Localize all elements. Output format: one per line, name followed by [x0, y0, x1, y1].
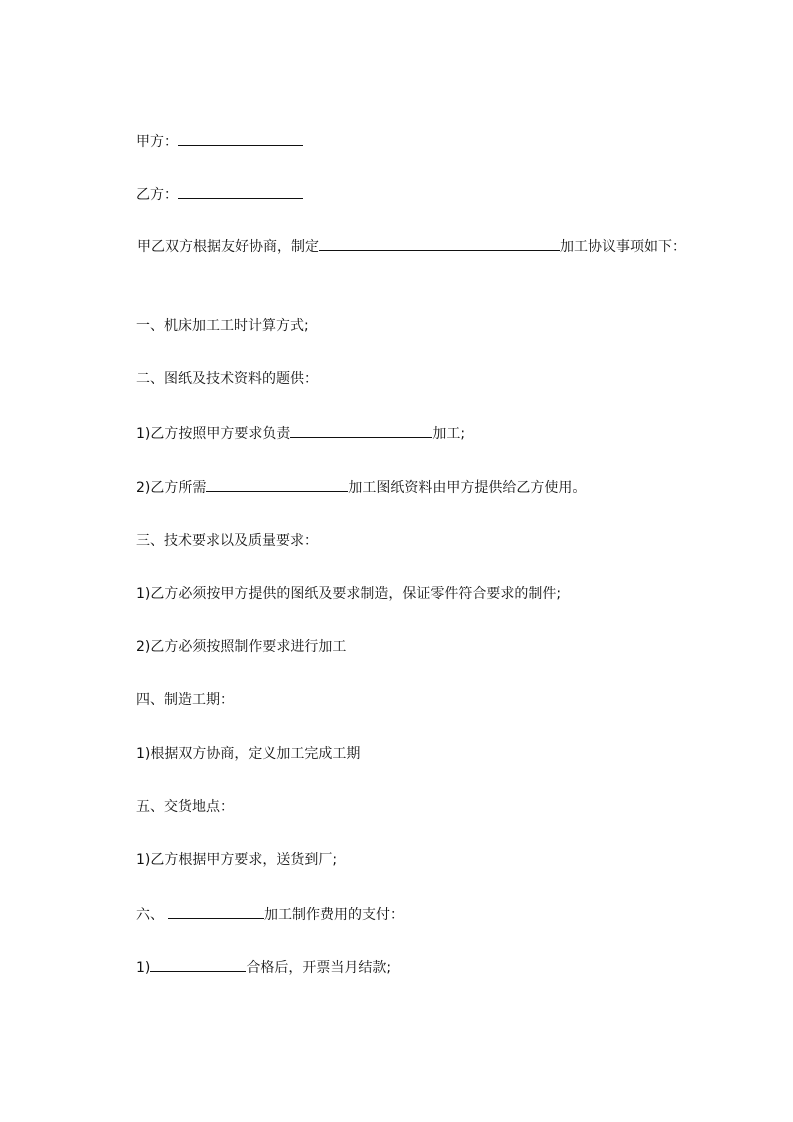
- section4-item1: 1)根据双方协商，定义加工完成工期: [136, 746, 361, 762]
- section2-item2: [136, 477, 586, 497]
- section2-item2-suffix: 加工图纸资料由甲方提供给乙方使用。: [348, 480, 587, 496]
- section2-title: 二、图纸及技术资料的题供：: [136, 371, 318, 387]
- section2-item2-prefix: 2)乙方所需: [136, 480, 207, 496]
- section2-item1: [136, 423, 465, 443]
- intro-blank[interactable]: [319, 236, 560, 251]
- section4-title: 四、制造工期：: [136, 692, 234, 708]
- intro-paragraph: [115, 234, 715, 260]
- party-b-label: 乙方：: [136, 187, 178, 203]
- section6-item1-blank[interactable]: [150, 957, 246, 972]
- section3-item2: 2)乙方必须按照制作要求进行加工: [136, 639, 347, 655]
- section5-title: 五、交货地点：: [136, 799, 234, 815]
- section6-item1: [136, 957, 391, 977]
- party-a-line: [136, 131, 303, 151]
- section6-item1-suffix: 合格后，开票当月结款;: [246, 960, 392, 976]
- section3-title: 三、技术要求以及质量要求：: [136, 533, 318, 549]
- section6-title-suffix: 加工制作费用的支付：: [264, 907, 404, 923]
- section2-item1-prefix: 1)乙方按照甲方要求负责: [136, 426, 291, 442]
- section6-title-blank[interactable]: [168, 904, 264, 919]
- section6-item1-prefix: 1): [136, 960, 151, 976]
- party-a-label: 甲方：: [136, 134, 178, 150]
- section3-item1: 1)乙方必须按甲方提供的图纸及要求制造，保证零件符合要求的制件;: [136, 586, 562, 602]
- section2-item1-suffix: 加工;: [432, 426, 466, 442]
- section6-title-prefix: 六、: [136, 907, 164, 923]
- section2-item2-blank[interactable]: [206, 477, 348, 492]
- section1-title: 一、机床加工工时计算方式;: [136, 318, 309, 334]
- section6-title: [136, 904, 404, 924]
- intro-suffix: 加工协议事项如下：: [560, 239, 686, 255]
- party-b-blank[interactable]: [178, 184, 303, 199]
- party-b-line: [136, 184, 303, 204]
- section2-item1-blank[interactable]: [290, 423, 432, 438]
- party-a-blank[interactable]: [178, 131, 303, 146]
- intro-prefix: 甲乙双方根据友好协商，制定: [137, 239, 319, 255]
- section5-item1: 1)乙方根据甲方要求，送货到厂;: [136, 852, 338, 868]
